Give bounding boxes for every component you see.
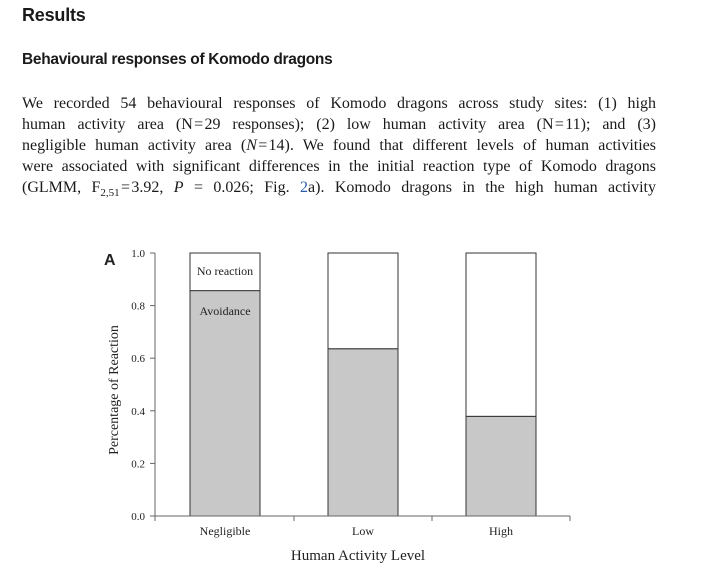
subsection-heading: Behavioural responses of Komodo dragons — [22, 51, 333, 68]
y-axis — [131, 248, 155, 523]
bar-avoidance — [190, 291, 260, 516]
y-tick-label: 0.4 — [131, 405, 145, 418]
y-tick-label: 0.6 — [131, 353, 145, 366]
x-tick-label: High — [489, 524, 513, 538]
bar-avoidance — [328, 349, 398, 516]
y-axis-title: Percentage of Reaction — [107, 325, 122, 455]
paragraph-line-5-post: a). Komodo dragons in the high human activity — [308, 179, 656, 196]
x-axis — [155, 516, 570, 538]
paragraph-line-3-post: = 14). We found that different levels of human activities — [256, 137, 656, 154]
df-subscript: 2,51 — [100, 187, 120, 200]
paragraph-line-5-mid2: = 0.026; Fig. — [183, 179, 301, 196]
sample-size-symbol: N — [246, 137, 257, 154]
y-tick-label: 0.0 — [131, 511, 145, 523]
y-tick-label: 0.8 — [131, 300, 145, 313]
x-tick-label: Negligible — [199, 524, 251, 538]
paragraph-line-5-pre: (GLMM, F — [22, 179, 101, 196]
bar-no-reaction — [466, 253, 536, 416]
paragraph-line-3-pre: negligible human activity area ( — [22, 137, 247, 154]
p-value-symbol: P — [173, 179, 184, 196]
paragraph-line-2: human activity area (N = 29 responses); (2) low human activity area (N = 11); and (3) — [22, 116, 656, 133]
paragraph-line-1: We recorded 54 behavioural responses of Komodo dragons across study sites: (1) high — [22, 95, 656, 112]
y-tick-label: 0.2 — [131, 458, 145, 471]
legend-avoidance-label: Avoidance — [199, 304, 251, 318]
x-axis-title: Human Activity Level — [290, 548, 426, 564]
figure-link[interactable]: 2 — [300, 179, 309, 196]
section-heading: Results — [22, 5, 86, 25]
bars — [190, 253, 536, 516]
x-tick-label: Low — [352, 524, 374, 538]
y-tick-label: 1.0 — [131, 248, 145, 260]
bar-avoidance — [466, 416, 536, 516]
legend-no-reaction-label: No reaction — [196, 264, 254, 278]
paragraph-line-5-mid: = 3.92, — [119, 179, 174, 196]
paragraph-line-4: were associated with significant differences in the initial reaction type of Komodo dragons — [22, 158, 656, 175]
bar-no-reaction — [328, 253, 398, 349]
panel-label: A — [104, 252, 116, 269]
